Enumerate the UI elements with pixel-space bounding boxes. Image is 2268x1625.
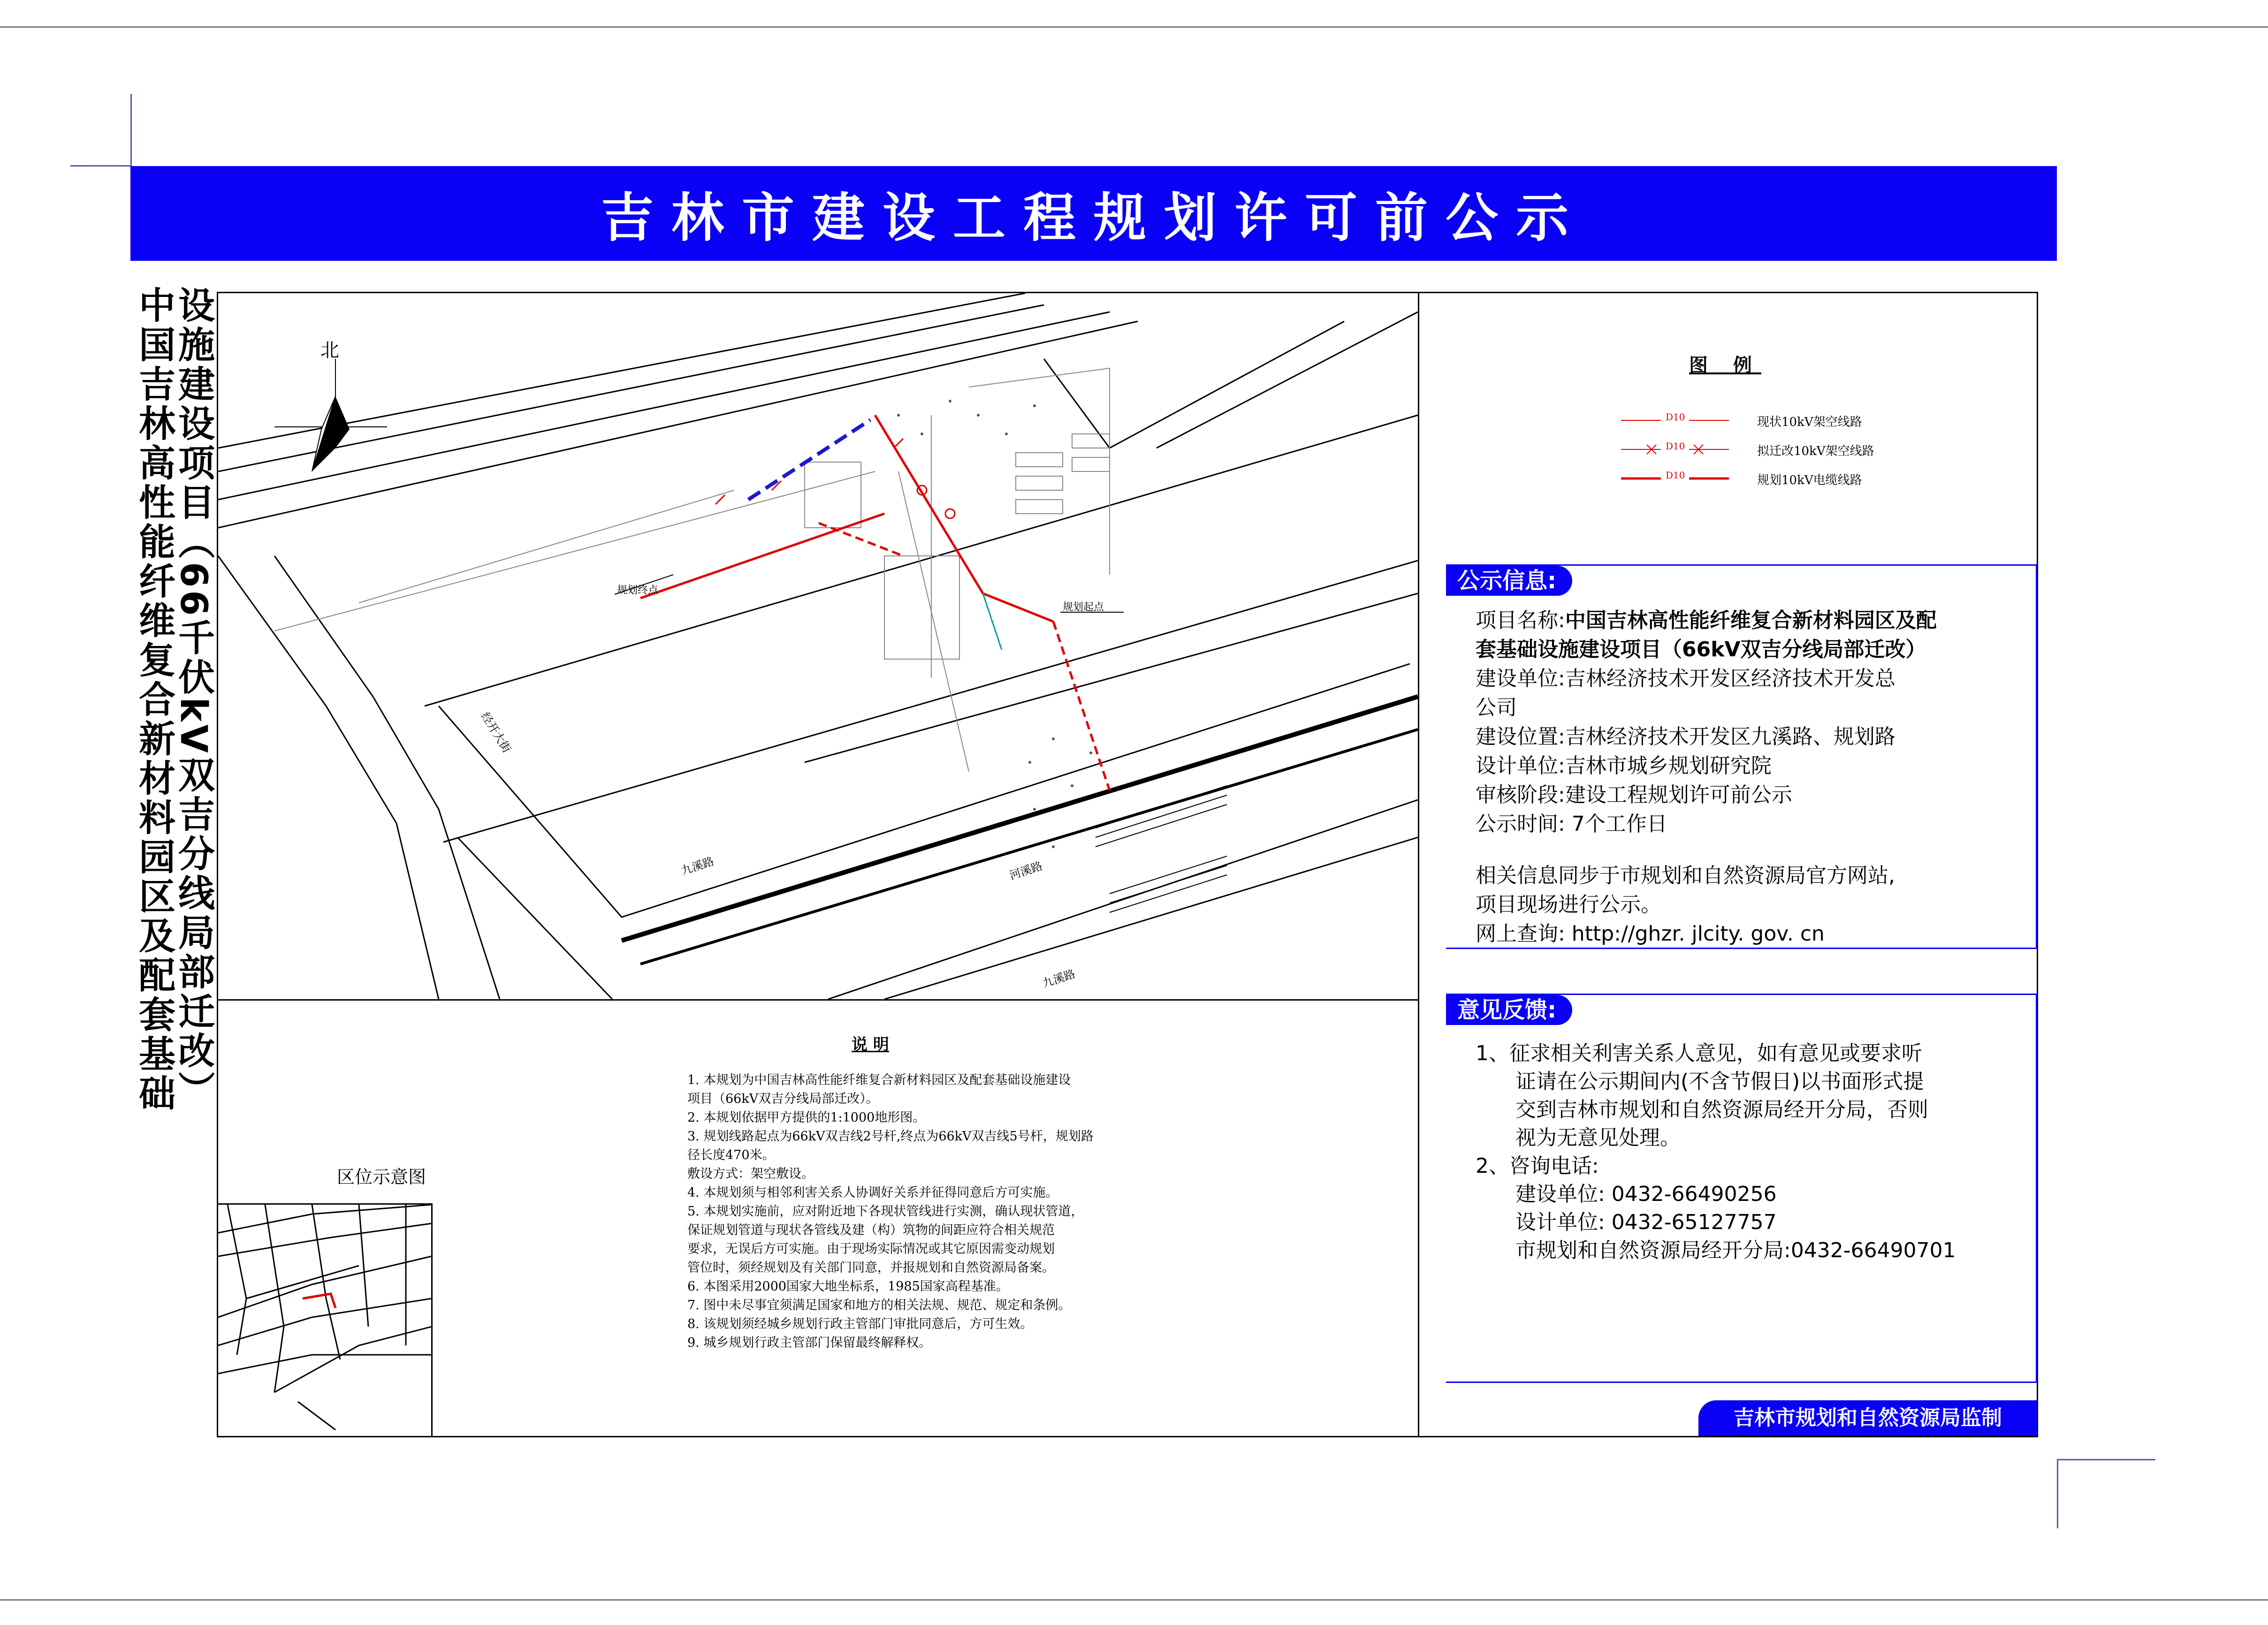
site-plan-map — [218, 293, 1418, 999]
project-name-line-2: 套基础设施建设项目（66kV双吉分线局部迁改） — [1476, 638, 1926, 661]
feedback-tag: 意见反馈: — [1446, 995, 1572, 1025]
note-line: 管位时，须经规划及有关部门同意，并报规划和自然资源局备案。 — [687, 1261, 1055, 1275]
notes-title: 说 明 — [852, 1035, 889, 1054]
online-query-line[interactable]: 网上查询: http://ghzr. jlcity. gov. cn — [1476, 922, 1825, 946]
period-line: 公示时间: 7个工作日 — [1476, 812, 1667, 836]
note-line: 2. 本规划依据甲方提供的1:1000地形图。 — [687, 1110, 926, 1125]
start-point-label: 规划起点 — [1063, 601, 1104, 613]
legend-item-cable — [1621, 469, 1996, 487]
north-label: 北 — [320, 340, 339, 361]
legend-code-1: D10 — [1666, 411, 1685, 423]
vertical-title-col1: 设施建设项目（66千伏kV双吉分线局部迁改） — [172, 286, 214, 1110]
note-line: 要求，无误后方可实施。由于现场实际情况或其它原因需变动规划 — [687, 1242, 1055, 1256]
legend-title: 图 例 — [1689, 355, 1761, 376]
legend — [1419, 293, 2037, 561]
designer-line: 设计单位:吉林市城乡规划研究院 — [1476, 754, 1772, 778]
end-point-label: 规划终点 — [617, 585, 659, 596]
feedback-line-2: 证请在公示期间内(不含节假日)以书面形式提 — [1515, 1070, 1924, 1093]
note-line: 5. 本规划实施前，应对附近地下各现状管线进行实测，确认现状管道， — [687, 1204, 1084, 1219]
feedback-line-1: 1、征求相关利害关系人意见，如有意见或要求听 — [1476, 1041, 1922, 1065]
note-line: 3. 规划线路起点为66kV双吉线2号杆,终点为66kV双吉线5号杆，规划路 — [687, 1129, 1094, 1144]
legend-item-relocate — [1621, 440, 1996, 458]
location-line: 建设位置:吉林经济技术开发区九溪路、规划路 — [1476, 725, 1895, 749]
location-map-title: 区位示意图 — [337, 1167, 426, 1187]
note-line: 8. 该规划须经城乡规划行政主管部门审批同意后，方可生效。 — [687, 1317, 1033, 1331]
note-line: 6. 本图采用2000国家大地坐标系，1985国家高程基准。 — [687, 1279, 1009, 1294]
note-line: 4. 本规划须与相邻利害关系人协调好关系并征得同意后方可实施。 — [687, 1185, 1058, 1200]
legend-code-3: D10 — [1666, 470, 1685, 481]
note-line: 项目（66kV双吉分线局部迁改）。 — [687, 1092, 879, 1106]
feedback-box — [1446, 994, 2037, 1383]
road-label-vertical: 经开大街 — [478, 710, 514, 755]
road-label-jiuxi-2: 九溪路 — [1041, 967, 1077, 990]
note-line: 径长度470米。 — [687, 1148, 775, 1162]
legend-label-relocate: 拟迁改10kV架空线路 — [1757, 444, 1874, 458]
road-label-hexi: 河溪路 — [1008, 859, 1044, 882]
note-line: 1. 本规划为中国吉林高性能纤维复合新材料园区及配套基础设施建设 — [687, 1073, 1071, 1087]
legend-label-existing: 现状10kV架空线路 — [1757, 415, 1862, 429]
project-name-value-1: 中国吉林高性能纤维复合新材料园区及配 — [1565, 608, 1937, 632]
sync-line-1: 相关信息同步于市规划和自然资源局官方网站, — [1476, 864, 1895, 888]
legend-code-2: D10 — [1666, 440, 1685, 452]
road-label-jiuxi: 九溪路 — [679, 854, 716, 878]
project-name-line-1 — [1476, 606, 1937, 635]
vertical-title-col2: 中国吉林高性能纤维复合新材料园区及配套基础 — [133, 286, 175, 1114]
feedback-line-5: 2、咨询电话: — [1476, 1154, 1599, 1178]
public-info-tag: 公示信息: — [1446, 566, 1572, 596]
feedback-line-4: 视为无意见处理。 — [1515, 1126, 1681, 1150]
corner-mark-top-left — [70, 165, 131, 167]
builder-line-2: 公司 — [1476, 696, 1517, 720]
note-line: 敷设方式：架空敷设。 — [687, 1167, 814, 1181]
north-arrow — [274, 359, 387, 471]
legend-item-existing — [1621, 410, 1996, 429]
contact-designer: 设计单位: 0432-65127757 — [1515, 1210, 1777, 1234]
corner-mark-top-left-v — [130, 94, 132, 167]
note-line: 9. 城乡规划行政主管部门保留最终解释权。 — [687, 1336, 932, 1350]
public-info-box — [1446, 564, 2037, 949]
contact-builder: 建设单位: 0432-66490256 — [1515, 1182, 1777, 1206]
page-title: 吉林市建设工程规划许可前公示 — [130, 166, 2057, 261]
contact-bureau: 市规划和自然资源局经开分局:0432-66490701 — [1515, 1238, 1956, 1262]
location-map — [218, 1205, 432, 1436]
corner-mark-bottom-right — [2057, 1459, 2155, 1460]
note-line: 保证规划管道与现状各管线及建（构）筑物的间距应符合相关规范 — [687, 1223, 1055, 1238]
corner-mark-bottom-right-v — [2057, 1459, 2058, 1528]
feedback-line-3: 交到吉林市规划和自然资源局经开分局，否则 — [1515, 1098, 1928, 1122]
note-line: 7. 图中未尽事宜须满足国家和地方的相关法规、规范、规定和条例。 — [687, 1298, 1071, 1313]
footer-tag: 吉林市规划和自然资源局监制 — [1698, 1400, 2037, 1436]
sync-line-2: 项目现场进行公示。 — [1476, 893, 1661, 917]
notes-list — [687, 1071, 1094, 1352]
legend-label-cable: 规划10kV电缆线路 — [1757, 473, 1862, 487]
stage-line: 审核阶段:建设工程规划许可前公示 — [1476, 783, 1792, 807]
builder-line-1: 建设单位:吉林经济技术开发区经济技术开发总 — [1476, 667, 1895, 691]
project-name-label: 项目名称: — [1476, 608, 1565, 632]
